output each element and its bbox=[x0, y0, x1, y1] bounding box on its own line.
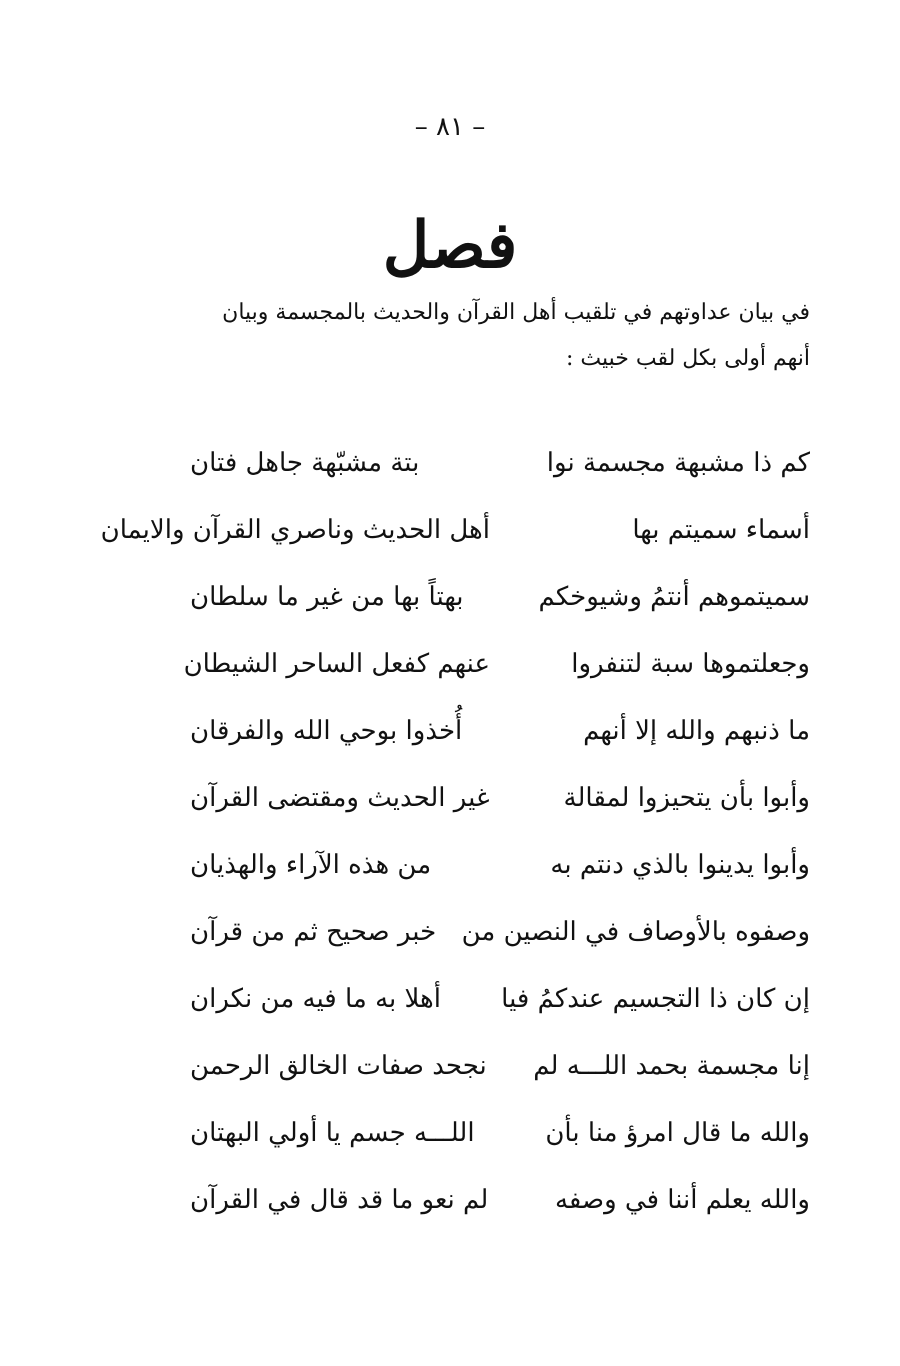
verse bbox=[190, 1118, 810, 1185]
intro-paragraph: في بيان عداوتهم في تلقيب أهل القرآن والحديث بالمجسمة وبيان أنهم أولى بكل لقب خبيث : bbox=[222, 300, 810, 371]
verse-second-hemistich: أُخذوا بوحي الله والفرقان bbox=[190, 716, 463, 746]
verse-second-hemistich: أهل الحديث وناصري القرآن والايمان bbox=[100, 515, 490, 545]
verse bbox=[190, 783, 810, 850]
verse bbox=[100, 515, 810, 582]
verse-first-hemistich: كم ذا مشبهة مجسمة نوا bbox=[546, 448, 810, 478]
verse-first-hemistich: أسماء سميتم بها bbox=[632, 515, 810, 545]
verse-second-hemistich: عنهم كفعل الساحر الشيطان bbox=[183, 649, 490, 679]
verse-first-hemistich: إنا مجسمة بحمد اللـــه لم bbox=[533, 1051, 810, 1081]
verse-first-hemistich: وجعلتموها سبة لتنفروا bbox=[571, 649, 810, 679]
verse-second-hemistich: غير الحديث ومقتضى القرآن bbox=[190, 783, 490, 813]
verse-second-hemistich: خبر صحيح ثم من قرآن bbox=[190, 917, 437, 947]
verse-first-hemistich: والله ما قال امرؤ منا بأن bbox=[545, 1118, 810, 1148]
verse-second-hemistich: نجحد صفات الخالق الرحمن bbox=[190, 1051, 487, 1081]
verse-second-hemistich: بهتاً بها من غير ما سلطان bbox=[190, 582, 464, 612]
poem bbox=[100, 448, 810, 1252]
verse-second-hemistich: اللـــه جسم يا أولي البهتان bbox=[190, 1118, 475, 1148]
verse bbox=[190, 1051, 810, 1118]
verse bbox=[183, 649, 810, 716]
verse-first-hemistich: وأبوا يدينوا بالذي دنتم به bbox=[550, 850, 810, 880]
verse-second-hemistich: بتة مشبّهة جاهل فتان bbox=[190, 448, 420, 478]
verse-first-hemistich: والله يعلم أننا في وصفه bbox=[554, 1185, 810, 1215]
verse bbox=[190, 582, 810, 649]
verse bbox=[190, 850, 810, 917]
verse-first-hemistich: وأبوا بأن يتحيزوا لمقالة bbox=[563, 783, 810, 813]
verse-second-hemistich: من هذه الآراء والهذيان bbox=[190, 850, 432, 880]
verse bbox=[190, 984, 810, 1051]
verse bbox=[190, 716, 810, 783]
verse-first-hemistich: سميتموهم أنتمُ وشيوخكم bbox=[538, 582, 810, 612]
verse bbox=[190, 1185, 810, 1252]
verse bbox=[190, 448, 810, 515]
verse-first-hemistich: وصفوه بالأوصاف في النصين من bbox=[461, 917, 810, 947]
page-number: – ٨١ – bbox=[414, 112, 486, 142]
section-heading: فصل bbox=[382, 208, 518, 283]
verse-second-hemistich: أهلا به ما فيه من نكران bbox=[190, 984, 441, 1014]
verse-first-hemistich: إن كان ذا التجسيم عندكمُ فيا bbox=[501, 984, 810, 1014]
verse-second-hemistich: لم نعو ما قد قال في القرآن bbox=[190, 1185, 489, 1215]
verse-first-hemistich: ما ذنبهم والله إلا أنهم bbox=[583, 716, 810, 746]
verse bbox=[190, 917, 810, 984]
